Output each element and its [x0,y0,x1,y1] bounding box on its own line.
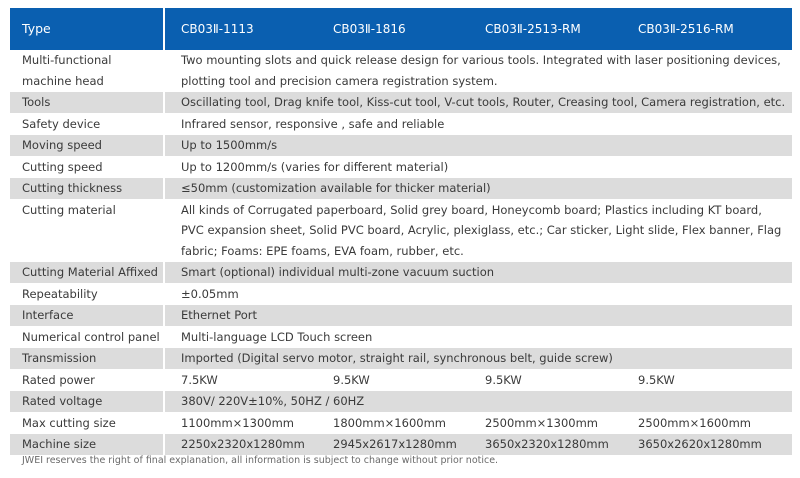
table-row-tools [10,92,792,114]
spec-table [10,8,792,456]
table-row-max-cutting-size [10,413,792,435]
row-label: Rated voltage [10,391,165,412]
row-value: ≤50mm (customization available for thicker material) [165,178,792,199]
model-3: CB03Ⅱ-2513-RM [485,22,581,36]
row-label: Numerical control panel [10,327,165,348]
row-label: Cutting Material Affixed [10,262,165,283]
header-models [165,8,792,50]
value-model-3: 9.5KW [485,372,522,387]
row-values [165,434,792,455]
row-value: Oscillating tool, Drag knife tool, Kiss-cut tool, V-cut tools, Router, Creasing tool, Camera registration, etc. [165,92,792,113]
model-1: CB03Ⅱ-1113 [181,22,254,36]
model-2: CB03Ⅱ-1816 [333,22,406,36]
table-header [10,8,792,50]
row-value: Ethernet Port [165,305,792,326]
table-row-control-panel [10,327,792,349]
row-value: Smart (optional) individual multi-zone vacuum suction [165,262,792,283]
value-model-4: 9.5KW [638,372,675,387]
value-model-2: 1800mm×1600mm [333,415,446,430]
table-row-cutting-thickness [10,178,792,200]
value-model-1: 1100mm×1300mm [181,415,294,430]
value-model-2: 9.5KW [333,372,370,387]
row-label: Tools [10,92,165,113]
value-model-4: 3650x2620x1280mm [638,437,762,451]
value-model-1: 7.5KW [181,372,218,387]
value-model-3: 3650x2320x1280mm [485,437,609,451]
row-values [165,370,792,391]
value-model-4: 2500mm×1600mm [638,415,751,430]
row-label: Max cutting size [10,413,165,434]
row-label: Moving speed [10,135,165,156]
row-value: Multi-language LCD Touch screen [181,329,373,344]
row-label [10,50,165,91]
row-label: Safety device [10,114,165,135]
table-row-transmission [10,348,792,370]
table-row-cutting-speed [10,157,792,179]
row-value: Two mounting slots and quick release design for various tools. Integrated with laser positioning devices, plotting tool and precision camera registration system. [181,53,781,88]
table-row-machine-size [10,434,792,456]
model-4: CB03Ⅱ-2516-RM [638,22,734,36]
row-value: Imported (Digital servo motor, straight rail, synchronous belt, guide screw) [165,348,792,369]
row-label: Machine size [10,434,165,455]
table-row-repeatability [10,284,792,306]
row-label: Cutting thickness [10,178,165,199]
value-model-1: 2250x2320x1280mm [181,437,305,451]
row-value: ±0.05mm [181,286,239,301]
row-label: Repeatability [10,284,165,305]
table-row-interface [10,305,792,327]
table-row-safety-device [10,114,792,136]
row-label: Cutting material [10,200,165,262]
header-type-label: Type [10,8,165,50]
row-value: 380V/ 220V±10%, 50HZ / 60HZ [165,391,792,412]
row-value: Infrared sensor, responsive , safe and reliable [181,116,445,131]
row-label: Cutting speed [10,157,165,178]
footer-disclaimer: JWEI reserves the right of final explanation, all information is subject to change without prior notice. [22,455,499,466]
row-value: Up to 1500mm/s [165,135,792,156]
value-model-2: 2945x2617x1280mm [333,437,457,451]
row-label: Transmission [10,348,165,369]
row-label: Rated power [10,370,165,391]
table-row-rated-voltage [10,391,792,413]
row-values [165,413,792,434]
row-label-line: machine head [22,73,104,88]
table-row-material-affixed [10,262,792,284]
table-row-rated-power [10,370,792,392]
table-row-cutting-material [10,200,792,263]
row-label-line: Multi-functional [22,53,112,67]
value-model-3: 2500mm×1300mm [485,415,598,430]
table-row-machine-head [10,50,792,92]
row-value: Up to 1200mm/s (varies for different material) [181,159,449,174]
table-row-moving-speed [10,135,792,157]
row-value: All kinds of Corrugated paperboard, Solid grey board, Honeycomb board; Plastics including KT board, PVC expansion sheet, Solid PVC board, Acrylic, plexiglass, etc.; Car sticker, Light slide, Flex banner, Flag fabric; Foams: EPE foams, EVA foam, rubber, etc. [181,202,782,258]
row-label: Interface [10,305,165,326]
